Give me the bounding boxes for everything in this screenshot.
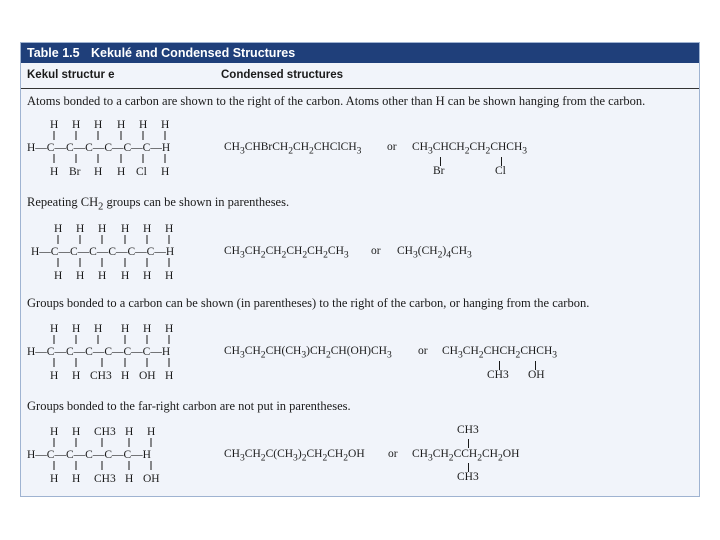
svg-text:H—C—C—C—C—C—C—H: H—C—C—C—C—C—C—H: [27, 346, 171, 358]
svg-text:H: H: [125, 473, 134, 484]
atom: H: [161, 119, 170, 131]
svg-text:H: H: [161, 166, 170, 177]
svg-text:H: H: [165, 370, 174, 381]
svg-text:H: H: [121, 223, 130, 235]
svg-text:H: H: [76, 223, 85, 235]
svg-text:H: H: [72, 323, 81, 335]
svg-text:OH: OH: [139, 370, 156, 381]
table-title: Kekulé and Condensed Structures: [91, 46, 296, 60]
svg-text:H: H: [147, 426, 156, 438]
section-3-kekule-structure: [27, 321, 217, 381]
svg-text:OH: OH: [143, 473, 160, 484]
atom: H: [139, 119, 148, 131]
svg-text:H: H: [72, 426, 81, 438]
svg-text:CH3: CH3: [94, 426, 116, 438]
section-4-condensed-formula-1: $CH_3CH_2C(CH_3)_2CH_2CH_2OH$: [224, 448, 365, 464]
atom: H: [94, 119, 103, 131]
svg-text:H: H: [143, 223, 152, 235]
svg-text:H: H: [50, 473, 59, 484]
atom: H: [50, 119, 59, 131]
svg-text:H: H: [121, 370, 130, 381]
column-header-kekule: Kekul structur e: [27, 69, 115, 81]
section-2-condensed-formula-2: $CH_3(CH_2)_4CH_3$: [397, 245, 472, 261]
section-4-or: or: [388, 448, 398, 460]
section-2-kekule-structure: [27, 221, 217, 281]
section-3-hanging-oh: OH: [528, 369, 545, 381]
svg-text:H: H: [143, 323, 152, 335]
section-1-condensed-formula-2: $CH_3CHCH_2CH_2CHCH_3$: [412, 141, 528, 157]
section-1-or: or: [387, 141, 397, 153]
section-4-hanging-top-ch3: CH3: [457, 424, 479, 436]
svg-text:Cl: Cl: [136, 166, 147, 177]
section-1-hanging-br: Br: [433, 165, 445, 177]
svg-text:H: H: [125, 426, 134, 438]
section-2-or: or: [371, 245, 381, 257]
svg-text:H: H: [121, 323, 130, 335]
section-3-condensed-formula-2: $CH_3CH_2CHCH_2CHCH_3$: [442, 345, 558, 361]
svg-text:H: H: [94, 166, 103, 177]
svg-text:H: H: [165, 223, 174, 235]
section-3-or: or: [418, 345, 428, 357]
svg-text:CH3: CH3: [90, 370, 112, 381]
svg-text:H: H: [50, 370, 59, 381]
svg-text:H: H: [50, 166, 59, 177]
svg-text:H: H: [54, 223, 63, 235]
section-4-description: Groups bonded to the far-right carbon are not put in parentheses.: [27, 399, 351, 413]
section-3-description: Groups bonded to a carbon can be shown (in parentheses) to the right of the carbon, or hanging from the carbon.: [27, 296, 590, 310]
svg-text:H: H: [72, 370, 81, 381]
svg-text:H: H: [121, 270, 130, 281]
svg-text:H: H: [165, 270, 174, 281]
column-header-condensed: Condensed structures: [221, 69, 344, 81]
svg-text:H: H: [98, 223, 107, 235]
atom: H: [72, 119, 81, 131]
table-title-bar: [21, 43, 699, 63]
svg-text:H: H: [117, 166, 126, 177]
section-4-condensed-formula-2: $CH_3CH_2CCH_2CH_2OH$: [412, 448, 520, 464]
svg-text:H: H: [94, 323, 103, 335]
svg-text:Br: Br: [69, 166, 81, 177]
section-1-kekule-structure: [27, 117, 217, 177]
svg-text:H: H: [98, 270, 107, 281]
svg-text:H—C—C—C—C—C—C—H: H—C—C—C—C—C—C—H: [27, 142, 171, 154]
section-2-condensed-formula-1: $CH_3CH_2CH_2CH_2CH_2CH_3$: [224, 245, 349, 261]
svg-text:H—C—C—C—C—C—C—H: H—C—C—C—C—C—C—H: [31, 246, 175, 258]
section-1-hanging-cl: Cl: [495, 165, 506, 177]
table-header-row: [21, 63, 699, 89]
svg-text:H: H: [72, 473, 81, 484]
section-2-description: Repeating $CH_2$ groups can be shown in parentheses.: [27, 195, 290, 213]
svg-text:H: H: [50, 426, 59, 438]
section-3-condensed-formula-1: $CH_3CH_2CH(CH_3)CH_2CH(OH)CH_3$: [224, 345, 392, 361]
svg-text:H—C—C—C—C—C—H: H—C—C—C—C—C—H: [27, 449, 151, 461]
svg-text:H: H: [165, 323, 174, 335]
table-number: Table 1.5: [27, 46, 80, 60]
kekule-condensed-table: [20, 42, 700, 497]
section-1-condensed-formula-1: $CH_3CHBrCH_2CH_2CHClCH_3$: [224, 141, 362, 157]
svg-text:H: H: [76, 270, 85, 281]
section-3-hanging-ch3: CH3: [487, 369, 509, 381]
atom: H: [117, 119, 126, 131]
svg-text:H: H: [143, 270, 152, 281]
section-4-hanging-bottom-ch3: CH3: [457, 471, 479, 483]
svg-text:H: H: [54, 270, 63, 281]
svg-text:CH3: CH3: [94, 473, 116, 484]
section-4-kekule-structure: [27, 424, 217, 484]
svg-text:H: H: [50, 323, 59, 335]
section-1-description: Atoms bonded to a carbon are shown to the right of the carbon. Atoms other than H can be shown hanging from the carbon.: [27, 94, 646, 108]
